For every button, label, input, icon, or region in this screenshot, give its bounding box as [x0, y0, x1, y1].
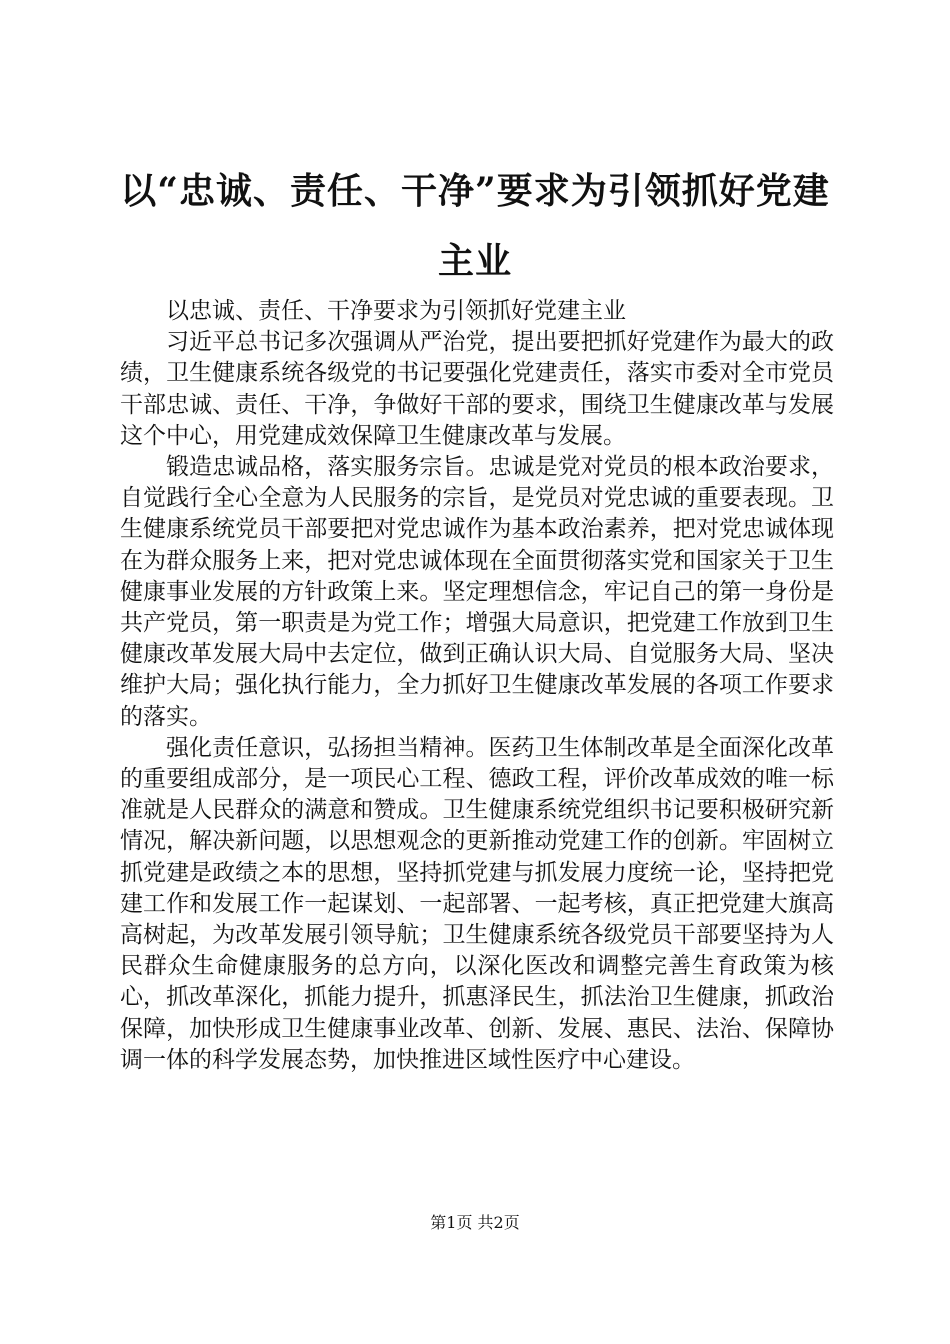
page-footer: 第1页 共2页 — [430, 1213, 520, 1232]
document-body — [120, 296, 834, 1076]
paragraph-intro: 习近平总书记多次强调从严治党，提出要把抓好党建作为最大的政绩，卫生健康系统各级党的书记要强化党建责任，落实市委对全市党员干部忠诚、责任、干净，争做好干部的要求，围绕卫生健康改革与发展这个中心，用党建成效保障卫生健康改革与发展。 — [120, 329, 834, 449]
paragraph-subtitle: 以忠诚、责任、干净要求为引领抓好党建主业 — [166, 298, 626, 324]
paragraph-loyalty: 锻造忠诚品格，落实服务宗旨。忠诚是党对党员的根本政治要求，自觉践行全心全意为人民服务的宗旨，是党员对党忠诚的重要表现。卫生健康系统党员干部要把对党忠诚作为基本政治素养，把对党忠诚体现在为群众服务上来，把对党忠诚体现在全面贯彻落实党和国家关于卫生健康事业发展的方针政策上来。坚定理想信念，牢记自己的第一身份是共产党员，第一职责是为党工作；增强大局意识，把党建工作放到卫生健康改革发展大局中去定位，做到正确认识大局、自觉服务大局、坚决维护大局；强化执行能力，全力抓好卫生健康改革发展的各项工作要求的落实。 — [120, 454, 834, 730]
paragraph-responsibility: 强化责任意识，弘扬担当精神。医药卫生体制改革是全面深化改革的重要组成部分，是一项民心工程、德政工程，评价改革成效的唯一标准就是人民群众的满意和赞成。卫生健康系统党组织书记要积极研究新情况，解决新问题，以思想观念的更新推动党建工作的创新。牢固树立抓党建是政绩之本的思想，坚持抓党建与抓发展力度统一论，坚持把党建工作和发展工作一起谋划、一起部署、一起考核，真正把党建大旗高高树起，为改革发展引领导航；卫生健康系统各级党员干部要坚持为人民群众生命健康服务的总方向，以深化医改和调整完善生育政策为核心，抓改革深化，抓能力提升，抓惠泽民生，抓法治卫生健康，抓政治保障，加快形成卫生健康事业改革、创新、发展、惠民、法治、保障协调一体的科学发展态势，加快推进区域性医疗中心建设。 — [120, 734, 834, 1073]
document-title: 以“忠诚、责任、干净”要求为引领抓好党建主业 — [120, 170, 830, 282]
